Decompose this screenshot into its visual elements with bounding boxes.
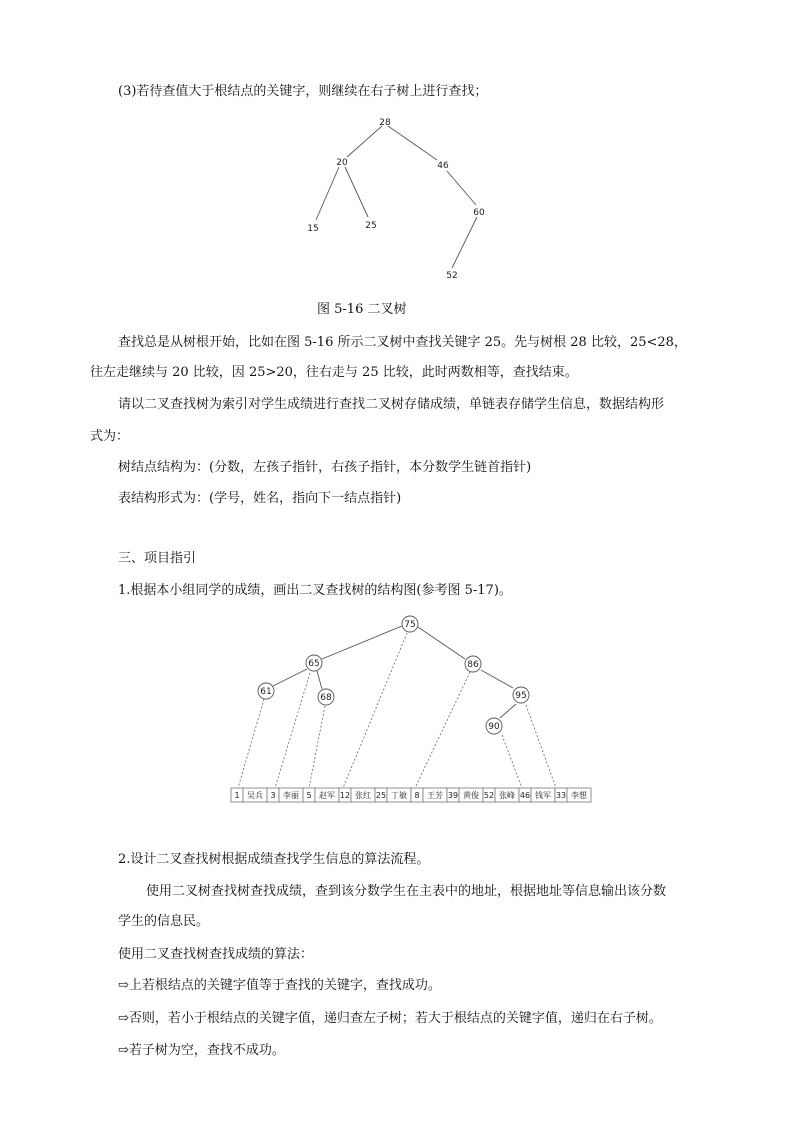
tree-node-28: 28 — [379, 118, 391, 128]
algorithm-step-1: ⇨上若根结点的关键字值等于查找的关键字，查找成功。 — [118, 978, 441, 993]
algorithm-heading: 使用二叉查找树查找成绩的算法： — [118, 947, 314, 962]
bst-node-61: 61 — [260, 687, 272, 697]
table-cell-id: 3 — [270, 791, 276, 800]
table-cell-id: 5 — [306, 791, 312, 800]
paragraph-search-example-2: 往左走继续与 20 比较，因 25>20，往右走与 25 比较，此时两数相等，查找结束。 — [90, 365, 578, 380]
student-list-table — [231, 788, 591, 802]
intro-step3: (3)若待查值大于根结点的关键字，则继续在右子树上进行查找； — [118, 84, 488, 99]
guide-item-1: 1.根据本小组同学的成绩，画出二叉查找树的结构图(参考图 5-17)。 — [118, 583, 512, 598]
table-cell-id: 33 — [555, 791, 567, 800]
bst-node-68: 68 — [320, 693, 332, 703]
table-cell-name: 吴兵 — [247, 791, 263, 800]
tree-node-structure: 树结点结构为：(分数，左孩子指针，右孩子指针，本分数学生链首指针) — [118, 460, 532, 475]
paragraph-data-structure-1: 请以二叉查找树为索引对学生成绩进行查找二叉树存储成绩，单链表存储学生信息，数据结构形 — [118, 397, 665, 412]
table-cell-name: 钱军 — [535, 791, 551, 800]
table-cell-id: 52 — [483, 791, 495, 800]
table-cell-name: 张峰 — [499, 791, 515, 800]
tree-node-15: 15 — [307, 224, 319, 234]
table-cell-id: 8 — [414, 791, 420, 800]
bst-node-95: 95 — [515, 691, 527, 701]
tree-node-52: 52 — [446, 271, 458, 281]
table-cell-id: 1 — [234, 791, 240, 800]
table-cell-name: 赵军 — [319, 791, 335, 800]
paragraph-algorithm-intro-1: 使用二叉树查找树查找成绩，查到该分数学生在主表中的地址，根据地址等信息输出该分数 — [146, 884, 667, 899]
algorithm-step-2: ⇨否则，若小于根结点的关键字值，递归查左子树；若大于根结点的关键字值，递归在右子树。 — [118, 1011, 662, 1026]
paragraph-search-example-1: 查找总是从树根开始，比如在图 5-16 所示二叉树中查找关键字 25。先与树根 28 比较，25<28， — [118, 335, 687, 350]
algorithm-step-3: ⇨若子树为空，查找不成功。 — [118, 1043, 285, 1058]
table-cell-id: 12 — [339, 791, 351, 800]
table-cell-name: 黄俊 — [463, 791, 479, 800]
guide-item-2: 2.设计二叉查找树根据成绩查找学生信息的算法流程。 — [118, 852, 430, 867]
binary-search-tree-figure — [0, 600, 794, 840]
binary-tree-figure-5-16 — [0, 0, 794, 300]
table-structure: 表结构形式为：(学号，姓名，指向下一结点指针) — [118, 491, 402, 506]
bst-node-65: 65 — [308, 659, 320, 669]
tree-node-46: 46 — [437, 161, 449, 171]
paragraph-algorithm-intro-2: 学生的信息民。 — [118, 914, 210, 929]
bst-node-90: 90 — [488, 722, 500, 732]
tree-node-25: 25 — [365, 221, 377, 231]
figure-caption-5-16: 图 5-16 二叉树 — [317, 302, 407, 317]
table-cell-name: 王芳 — [427, 791, 443, 800]
tree-node-20: 20 — [336, 158, 348, 168]
table-cell-id: 39 — [447, 791, 459, 800]
table-cell-id: 46 — [519, 791, 531, 800]
tree-node-60: 60 — [473, 208, 485, 218]
bst-node-86: 86 — [467, 660, 479, 670]
section-heading: 三、项目指引 — [118, 551, 197, 566]
table-cell-id: 25 — [375, 791, 387, 800]
table-cell-name: 李想 — [571, 791, 587, 800]
table-cell-name: 丁敏 — [391, 791, 407, 800]
table-cell-name: 张红 — [355, 791, 371, 800]
table-cell-name: 李丽 — [283, 791, 299, 800]
bst-node-75: 75 — [404, 620, 416, 630]
paragraph-data-structure-2: 式为： — [90, 429, 130, 444]
